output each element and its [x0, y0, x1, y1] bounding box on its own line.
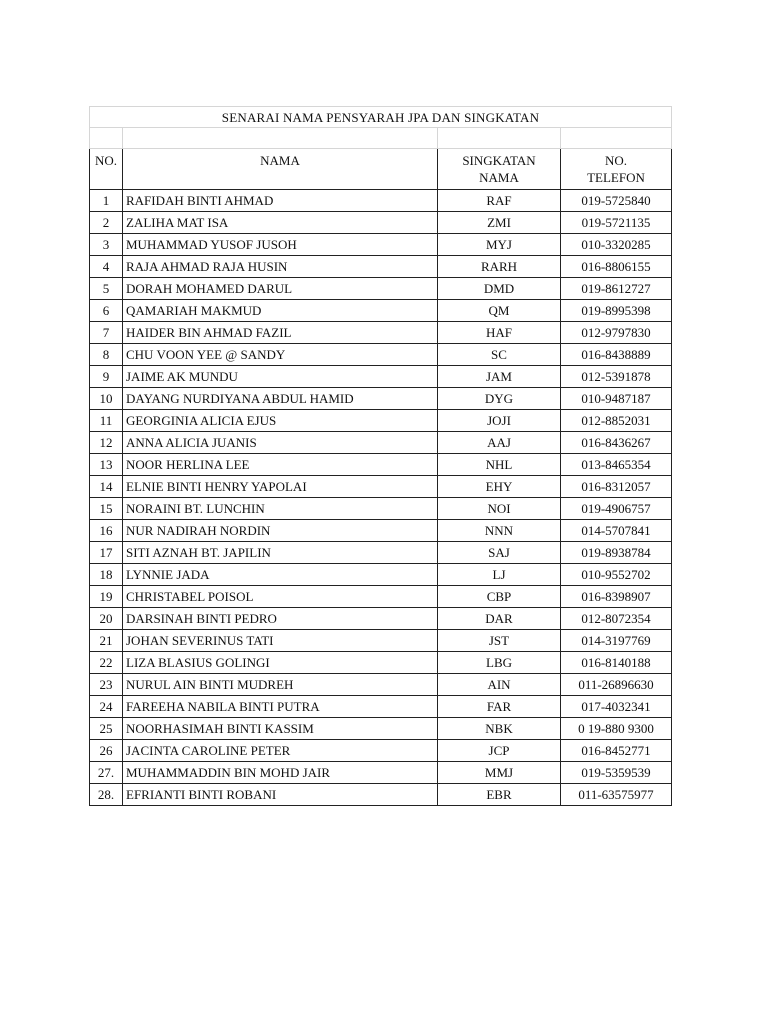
cell-telefon: 012-8072354 — [561, 608, 672, 630]
empty-cell — [90, 128, 123, 149]
cell-telefon: 019-8938784 — [561, 542, 672, 564]
table-row — [90, 520, 672, 542]
spacer-row — [90, 128, 672, 149]
cell-singkatan: AIN — [438, 674, 561, 696]
cell-singkatan: DAR — [438, 608, 561, 630]
cell-no: 3 — [90, 234, 123, 256]
cell-singkatan: NNN — [438, 520, 561, 542]
cell-telefon: 016-8312057 — [561, 476, 672, 498]
table-row — [90, 234, 672, 256]
cell-no: 10 — [90, 388, 123, 410]
header-telefon-line1: NO. — [604, 153, 628, 168]
header-telefon-line2: TELEFON — [587, 170, 645, 185]
cell-no: 1 — [90, 190, 123, 212]
cell-nama: NURUL AIN BINTI MUDREH — [123, 674, 438, 696]
cell-no: 9 — [90, 366, 123, 388]
cell-nama: CHU VOON YEE @ SANDY — [123, 344, 438, 366]
cell-no: 17 — [90, 542, 123, 564]
cell-nama: JACINTA CAROLINE PETER — [123, 740, 438, 762]
cell-telefon: 010-3320285 — [561, 234, 672, 256]
cell-singkatan: JOJI — [438, 410, 561, 432]
cell-no: 19 — [90, 586, 123, 608]
cell-nama: FAREEHA NABILA BINTI PUTRA — [123, 696, 438, 718]
cell-nama: NOORHASIMAH BINTI KASSIM — [123, 718, 438, 740]
cell-nama: EFRIANTI BINTI ROBANI — [123, 784, 438, 806]
cell-nama: ELNIE BINTI HENRY YAPOLAI — [123, 476, 438, 498]
cell-nama: CHRISTABEL POISOL — [123, 586, 438, 608]
table-row — [90, 542, 672, 564]
header-singkatan — [438, 149, 561, 190]
table-row — [90, 630, 672, 652]
cell-singkatan: EHY — [438, 476, 561, 498]
table-row — [90, 608, 672, 630]
table-row — [90, 344, 672, 366]
cell-telefon: 016-8398907 — [561, 586, 672, 608]
cell-no: 23 — [90, 674, 123, 696]
table-row — [90, 322, 672, 344]
cell-telefon: 014-5707841 — [561, 520, 672, 542]
cell-nama: DORAH MOHAMED DARUL — [123, 278, 438, 300]
cell-telefon: 016-8452771 — [561, 740, 672, 762]
cell-no: 21 — [90, 630, 123, 652]
table-row — [90, 674, 672, 696]
cell-no: 7 — [90, 322, 123, 344]
cell-nama: NOOR HERLINA LEE — [123, 454, 438, 476]
cell-singkatan: MYJ — [438, 234, 561, 256]
table-row — [90, 300, 672, 322]
cell-no: 6 — [90, 300, 123, 322]
cell-telefon: 013-8465354 — [561, 454, 672, 476]
cell-telefon: 010-9487187 — [561, 388, 672, 410]
cell-singkatan: AAJ — [438, 432, 561, 454]
cell-nama: GEORGINIA ALICIA EJUS — [123, 410, 438, 432]
cell-no: 24 — [90, 696, 123, 718]
cell-telefon: 012-8852031 — [561, 410, 672, 432]
cell-singkatan: JST — [438, 630, 561, 652]
cell-nama: JAIME AK MUNDU — [123, 366, 438, 388]
cell-no: 4 — [90, 256, 123, 278]
empty-cell — [123, 128, 438, 149]
cell-no: 12 — [90, 432, 123, 454]
cell-singkatan: DYG — [438, 388, 561, 410]
cell-telefon: 019-5721135 — [561, 212, 672, 234]
cell-singkatan: LBG — [438, 652, 561, 674]
cell-nama: JOHAN SEVERINUS TATI — [123, 630, 438, 652]
header-no: NO. — [90, 149, 123, 190]
cell-singkatan: NBK — [438, 718, 561, 740]
table-row — [90, 476, 672, 498]
cell-telefon: 011-26896630 — [561, 674, 672, 696]
cell-no: 26 — [90, 740, 123, 762]
header-telefon — [561, 149, 672, 190]
header-singkatan-line2: NAMA — [479, 170, 519, 185]
cell-nama: LIZA BLASIUS GOLINGI — [123, 652, 438, 674]
empty-cell — [438, 128, 561, 149]
cell-no: 15 — [90, 498, 123, 520]
cell-singkatan: RARH — [438, 256, 561, 278]
cell-singkatan: RAF — [438, 190, 561, 212]
empty-cell — [561, 128, 672, 149]
table-row — [90, 388, 672, 410]
cell-nama: DARSINAH BINTI PEDRO — [123, 608, 438, 630]
cell-singkatan: SAJ — [438, 542, 561, 564]
cell-singkatan: SC — [438, 344, 561, 366]
table-row — [90, 696, 672, 718]
cell-singkatan: JAM — [438, 366, 561, 388]
cell-no: 8 — [90, 344, 123, 366]
cell-telefon: 019-8612727 — [561, 278, 672, 300]
cell-singkatan: HAF — [438, 322, 561, 344]
cell-no: 18 — [90, 564, 123, 586]
cell-telefon: 011-63575977 — [561, 784, 672, 806]
table-row — [90, 410, 672, 432]
cell-nama: LYNNIE JADA — [123, 564, 438, 586]
cell-singkatan: FAR — [438, 696, 561, 718]
cell-singkatan: LJ — [438, 564, 561, 586]
table-row — [90, 586, 672, 608]
table-row — [90, 278, 672, 300]
table-row — [90, 454, 672, 476]
cell-no: 28. — [90, 784, 123, 806]
header-singkatan-line1: SINGKATAN — [462, 153, 536, 168]
table-row — [90, 256, 672, 278]
table-row — [90, 190, 672, 212]
cell-singkatan: QM — [438, 300, 561, 322]
cell-singkatan: NHL — [438, 454, 561, 476]
table-row — [90, 212, 672, 234]
cell-nama: SITI AZNAH BT. JAPILIN — [123, 542, 438, 564]
cell-singkatan: NOI — [438, 498, 561, 520]
cell-no: 13 — [90, 454, 123, 476]
cell-telefon: 016-8140188 — [561, 652, 672, 674]
cell-telefon: 010-9552702 — [561, 564, 672, 586]
lecturer-table — [89, 106, 672, 806]
cell-nama: MUHAMMADDIN BIN MOHD JAIR — [123, 762, 438, 784]
cell-no: 11 — [90, 410, 123, 432]
cell-telefon: 019-5359539 — [561, 762, 672, 784]
cell-nama: NUR NADIRAH NORDIN — [123, 520, 438, 542]
table-row — [90, 498, 672, 520]
cell-telefon: 014-3197769 — [561, 630, 672, 652]
cell-nama: ZALIHA MAT ISA — [123, 212, 438, 234]
cell-nama: HAIDER BIN AHMAD FAZIL — [123, 322, 438, 344]
cell-no: 20 — [90, 608, 123, 630]
cell-singkatan: CBP — [438, 586, 561, 608]
cell-nama: RAJA AHMAD RAJA HUSIN — [123, 256, 438, 278]
cell-singkatan: EBR — [438, 784, 561, 806]
table-row — [90, 366, 672, 388]
cell-singkatan: JCP — [438, 740, 561, 762]
cell-telefon: 016-8806155 — [561, 256, 672, 278]
table-row — [90, 432, 672, 454]
cell-no: 5 — [90, 278, 123, 300]
cell-telefon: 019-8995398 — [561, 300, 672, 322]
cell-no: 22 — [90, 652, 123, 674]
cell-nama: RAFIDAH BINTI AHMAD — [123, 190, 438, 212]
cell-telefon: 012-9797830 — [561, 322, 672, 344]
cell-telefon: 016-8436267 — [561, 432, 672, 454]
cell-no: 25 — [90, 718, 123, 740]
cell-telefon: 016-8438889 — [561, 344, 672, 366]
table-row — [90, 784, 672, 806]
header-nama: NAMA — [123, 149, 438, 190]
cell-singkatan: ZMI — [438, 212, 561, 234]
cell-no: 16 — [90, 520, 123, 542]
cell-singkatan: MMJ — [438, 762, 561, 784]
table-row — [90, 564, 672, 586]
table-row — [90, 762, 672, 784]
cell-singkatan: DMD — [438, 278, 561, 300]
cell-nama: QAMARIAH MAKMUD — [123, 300, 438, 322]
cell-no: 2 — [90, 212, 123, 234]
cell-telefon: 019-4906757 — [561, 498, 672, 520]
table-row — [90, 652, 672, 674]
table-row — [90, 718, 672, 740]
cell-no: 27. — [90, 762, 123, 784]
cell-nama: DAYANG NURDIYANA ABDUL HAMID — [123, 388, 438, 410]
cell-telefon: 019-5725840 — [561, 190, 672, 212]
header-row — [90, 149, 672, 190]
cell-nama: ANNA ALICIA JUANIS — [123, 432, 438, 454]
cell-no: 14 — [90, 476, 123, 498]
cell-telefon: 012-5391878 — [561, 366, 672, 388]
table-title: SENARAI NAMA PENSYARAH JPA DAN SINGKATAN — [90, 107, 672, 128]
cell-telefon: 017-4032341 — [561, 696, 672, 718]
table-row — [90, 740, 672, 762]
cell-nama: MUHAMMAD YUSOF JUSOH — [123, 234, 438, 256]
cell-telefon: 0 19-880 9300 — [561, 718, 672, 740]
title-row — [90, 107, 672, 128]
cell-nama: NORAINI BT. LUNCHIN — [123, 498, 438, 520]
